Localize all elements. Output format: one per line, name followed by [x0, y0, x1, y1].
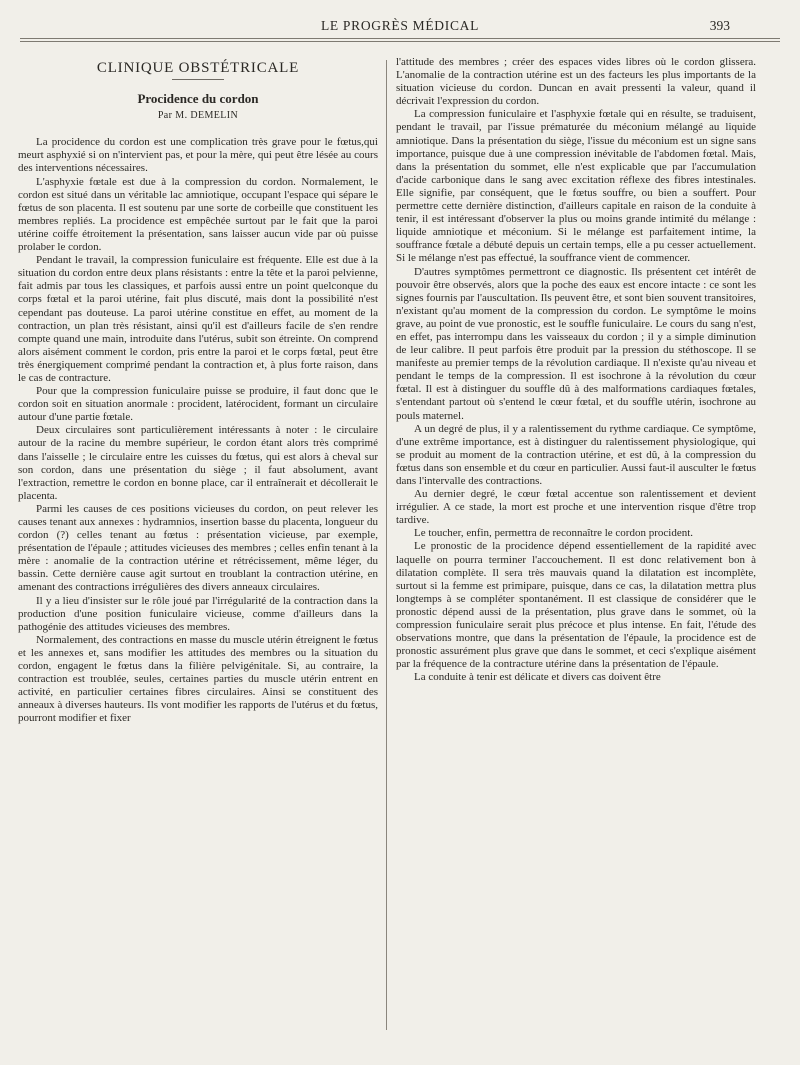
column-divider [386, 60, 387, 1030]
paragraph: La procidence du cordon est une complication très grave pour le fœtus,qui meurt asphyxié si on n'intervient pas, et pour la mère, qui peut être lésée au cours des interventions nécessaires. [18, 136, 378, 175]
paragraph: Au dernier degré, le cœur fœtal accentue son ralentissement et devient irrégulier. A ce stade, la mort est proche et une intervention risque d'être trop tardive. [396, 488, 756, 527]
page-number: 393 [709, 18, 730, 33]
paragraph: Parmi les causes de ces positions vicieuses du cordon, on peut relever les causes tenant aux annexes : hydramnios, insertion basse du placenta, longueur du cordon (?) celles tenant au fœtus : présentation vicieuse, par exemple, présentation de l'épaule ; attitudes vicieuses des membres ; celles enfin tenant à la mère : anomalie de la contraction utérine et rétrécissement, même léger, du bassin. Cette dernière cause agit surtout en troublant la contraction utérine, en amenant des contractions irrégulières des divers anneaux circulaires. [18, 502, 378, 594]
paragraph: l'attitude des membres ; créer des espaces vides libres où le cordon glissera. L'anomalie de la contraction utérine est un des facteurs les plus importants de la situation vicieuse du cordon. Duncan en avait pressenti la valeur, quand il décrivait l'expression du cordon. [396, 56, 756, 108]
paragraph: La conduite à tenir est délicate et divers cas doivent être [414, 671, 661, 684]
paragraph: Il y a lieu d'insister sur le rôle joué par l'irrégularité de la contraction dans la production d'une position funiculaire vicieuse, comme d'ailleurs dans la pathogénie des attitudes vicieuses des membres. [18, 594, 378, 633]
paragraph: Deux circulaires sont particulièrement intéressants à noter : le circulaire autour de la racine du membre supérieur, le cordon étant alors très comprimé dans l'aisselle ; le circulaire entre les cuisses du fœtus, qui est alors à cheval sur son cordon, dans une présentation du siège ; il faut absolument, avant l'extraction, remettre le cordon en bonne place, car il entraînerait et décollerait le placenta. [18, 424, 378, 502]
paragraph: Le toucher, enfin, permettra de reconnaître le cordon procident. [414, 527, 694, 540]
left-column [18, 56, 378, 1046]
author-byline: Par M. DEMELIN [157, 110, 239, 122]
header-rule [20, 38, 780, 42]
paragraph: Le pronostic de la procidence dépend essentiellement de la rapidité avec laquelle on pourra terminer l'accouchement. Il est donc relativement bon à dilatation complète. Il sera très mauvais quand la dilatation est incomplète, surtout si la femme est primipare, puisque, dans ce cas, la dilatation mettra plus longtemps à se compléter spontanément. Il est classique de considérer que le pronostic dépend aussi de la présentation, plus grave dans le sommet, où la compression funiculaire serait plus précoce et plus intense. En fait, l'étude des observations montre, que dans la présentation de l'épaule, la procidence est de pronostic assurément plus grave que dans le sommet, et ceci s'explique aisément par la fréquence de la contracture utérine dans la présentation de l'épaule. [396, 540, 756, 671]
paragraph: Pour que la compression funiculaire puisse se produire, il faut donc que le cordon soit en situation anormale : procident, latérocident, formant un circulaire autour d'une partie fœtale. [18, 385, 378, 424]
paragraph: A un degré de plus, il y a ralentissement du rythme cardiaque. Ce symptôme, d'une extrême importance, est à distinguer du ralentissement physiologique, qui se produit au moment de la contraction utérine, et est dû, à la compression du fœtus dans son ensemble et du cœur en particulier. Aussi faut-il ausculter le fœtus dans l'intervalle des contractions. [396, 422, 756, 487]
paragraph: L'asphyxie fœtale est due à la compression du cordon. Normalement, le cordon est situé dans un véritable lac amniotique, occupant l'espace qui sépare le fœtus de son placenta. Il est soutenu par une sorte de corbeille que constituent les membres repliés. La procidence est empêchée surtout par le fait que la paroi utérine coiffe étroitement la présentation, sans laisser aucun vide par où puisse prolaber le cordon. [18, 175, 378, 254]
title-divider [172, 79, 224, 80]
paragraph: La compression funiculaire et l'asphyxie fœtale qui en résulte, se traduisent, pendant le travail, par l'issue prématurée du méconium mélangé au liquide amniotique. Dans la présentation du siège, l'issue du méconium est un signe sans importance, puisque due à une compression inévitable de l'abdomen fœtal. Mais, dans la présentation du sommet, elle n'est explicable que par l'accumulation d'acide carbonique dans le sang avec excitation réflexe des fibres intestinales. Elle signifie, par conséquent, que le fœtus souffre, ou bien a souffert. Pour permettre cette dernière distinction, d'ailleurs capitale en raison de la conduite à tenir, il est intéressant d'observer la plus ou moins grande intimité du mélange : liquide amniotique et méconium. Si le mélange est parfaitement intime, la souffrance fœtale a débuté depuis un certain temps, elle a pu cesser actuellement. Si le mélange n'est pas effectué, la souffrance vient de commencer. [396, 108, 756, 265]
paragraph: D'autres symptômes permettront ce diagnostic. Ils présentent cet intérêt de pouvoir être observés, alors que la poche des eaux est encore intacte : ce sont les signes fournis par l'auscultation. Ils peuvent être, et sont bien souvent transitoires, n'existant qu'au moment de la compression du cordon. Le symptôme le moins grave, au point de vue pronostic, est le souffle funiculaire. Le cours du sang n'est, en effet, pas interrompu dans les vaisseaux du cordon ; il y a simple diminution de leur calibre. Il peut parfois être produit par la pression du stéthoscope. Il se manifeste au premier temps de la révolution cardiaque. Il n'existe qu'au niveau et pendant le temps de la compression. Il est isochrone à la révolution du cœur fœtal. Il est à distinguer du souffle dû à des malformations cardiaques fœtales, s'entendant partout où s'entend le cœur fœtal, et du souffle utérin, isochrone au pouls maternel. [396, 265, 756, 422]
right-column [396, 56, 756, 1046]
journal-title: LE PROGRÈS MÉDICAL [320, 18, 480, 33]
article-title: Procidence du cordon [137, 91, 259, 107]
paragraph: Normalement, des contractions en masse du muscle utérin étreignent le fœtus et les annexes et, sans modifier les attitudes des membres ou la situation du cordon, engagent le fœtus dans la filière pelvigénitale. Si, au contraire, la contraction est troublée, seules, certaines parties du muscle utérin entrent en activité, en particulier certaines fibres circulaires. Ainsi se constituent des anneaux à diverses hauteurs. Ils vont modifier les rapports de l'utérus et du fœtus, pourront modifier et fixer [18, 633, 378, 725]
paragraph: Pendant le travail, la compression funiculaire est fréquente. Elle est due à la situation du cordon entre deux plans résistants : entre la tête et la paroi pelvienne, fait admis par tous les classiques, et parfois aussi entre un point quelconque du corps fœtal et la paroi utérine, fait plus discuté, mais dont la possibilité n'est cependant pas douteuse. La paroi utérine constitue en effet, au moment de la contraction, un plan très résistant, ainsi qu'il est d'ailleurs facile de s'en rendre compte quand une main, introduite dans l'utérus, subit son étreinte. On comprend alors aisément comment le cordon, pris entre la paroi et le corps fœtal, peut être très énergiquement comprimé pendant la contraction et, à plus forte raison, dans le cas de contracture. [18, 254, 378, 384]
running-header [20, 14, 780, 42]
section-title: CLINIQUE OBSTÉTRICALE [96, 60, 300, 76]
